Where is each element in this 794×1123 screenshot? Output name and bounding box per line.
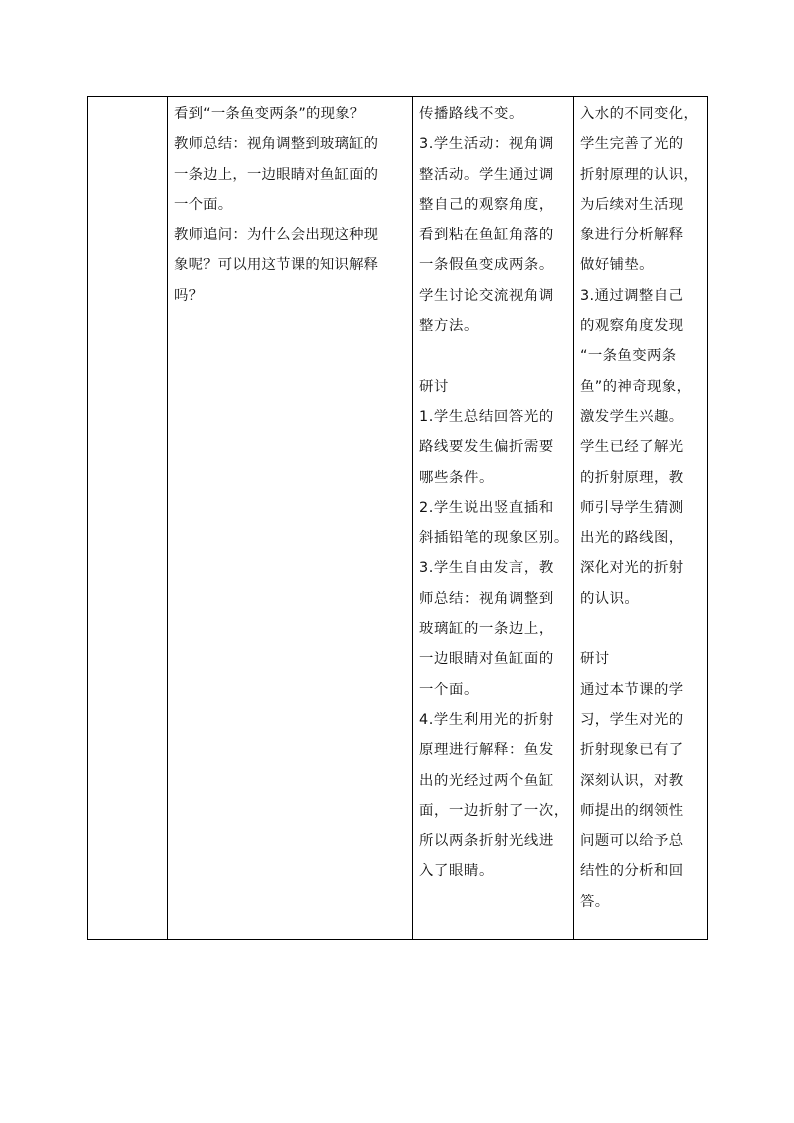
- text-line: 3.学生活动：视角调: [419, 136, 554, 153]
- text-line: 1.学生总结回答光的: [419, 408, 554, 425]
- text-line: 出的光经过两个鱼缸: [419, 772, 554, 789]
- text-line: 一个面。: [419, 681, 479, 698]
- text-line: 学生完善了光的: [580, 136, 684, 153]
- text-line: 一条假鱼变成两条。: [419, 257, 554, 274]
- text-line: 教师追问：为什么会出现这种现: [174, 227, 379, 244]
- text-line: 的折射原理，教: [580, 469, 684, 486]
- text-line: 玻璃缸的一条边上，: [419, 621, 554, 638]
- text-line: 为后续对生活现: [580, 196, 684, 213]
- text-line: 入了眼睛。: [419, 863, 494, 880]
- text-line: 做好铺垫。: [580, 257, 654, 274]
- text-line: 2.学生说出竖直插和: [419, 499, 554, 516]
- text-line: [580, 614, 704, 644]
- text-line: 师提出的纲领性: [580, 802, 684, 819]
- text-line: 入水的不同变化，: [580, 106, 699, 122]
- text-line: 的观察角度发现: [580, 318, 684, 335]
- text-line: “一条鱼变两条: [580, 348, 677, 365]
- text-line: 原理进行解释：鱼发: [419, 742, 554, 759]
- text-line: 研讨: [419, 378, 449, 395]
- text-line: 学生已经了解光: [580, 439, 684, 456]
- design-intent-text: [574, 97, 707, 917]
- text-line: 习，学生对光的: [580, 711, 684, 728]
- text-line: 3.学生自由发言，教: [419, 560, 554, 577]
- text-line: 师引导学生猜测: [580, 499, 684, 516]
- text-line: 结性的分析和回: [580, 863, 684, 880]
- design-intent-cell: [574, 97, 708, 940]
- text-line: 鱼”的神奇现象，: [580, 378, 692, 395]
- text-line: 深化对光的折射: [580, 560, 684, 577]
- text-line: 教师总结：视角调整到玻璃缸的: [174, 136, 379, 153]
- lesson-plan-table: [87, 96, 708, 940]
- text-line: 一边眼睛对鱼缸面的: [419, 651, 554, 668]
- text-line: 折射原理的认识，: [580, 166, 699, 183]
- text-line: 路线要发生偏折需要: [419, 439, 554, 456]
- text-line: 哪些条件。: [419, 469, 494, 486]
- text-line: 整方法。: [419, 318, 479, 335]
- text-line: 师总结：视角调整到: [419, 590, 554, 607]
- text-line: 吗？: [174, 287, 204, 304]
- stage-cell-text: [88, 97, 167, 99]
- text-line: 整自己的观察角度，: [419, 196, 554, 213]
- text-line: 象进行分析解释: [580, 227, 684, 244]
- text-line: 面，一边折射了一次，: [419, 802, 569, 819]
- stage-cell: [88, 97, 168, 940]
- text-line: 整活动。学生通过调: [419, 166, 554, 183]
- text-line: 问题可以给予总: [580, 833, 684, 850]
- text-line: 传播路线不变。: [419, 106, 524, 122]
- teacher-activity-text: [168, 97, 412, 311]
- text-line: 答。: [580, 893, 610, 910]
- text-line: 4.学生利用光的折射: [419, 711, 554, 728]
- student-activity-cell: [413, 97, 574, 940]
- text-line: 3.通过调整自己: [580, 287, 684, 304]
- text-line: [419, 341, 570, 371]
- teacher-activity-cell: [168, 97, 413, 940]
- text-line: 看到粘在鱼缸角落的: [419, 227, 554, 244]
- text-line: 一条边上，一边眼睛对鱼缸面的: [174, 166, 379, 183]
- text-line: 所以两条折射光线进: [419, 833, 554, 850]
- student-activity-text: [413, 97, 573, 887]
- text-line: 象呢？可以用这节课的知识解释: [174, 257, 379, 274]
- text-line: 深刻认识，对教: [580, 772, 684, 789]
- text-line: 折射现象已有了: [580, 742, 684, 759]
- text-line: 激发学生兴趣。: [580, 408, 684, 425]
- text-line: 斜插铅笔的现象区别。: [419, 530, 569, 547]
- text-line: 通过本节课的学: [580, 681, 684, 698]
- text-line: 学生讨论交流视角调: [419, 287, 554, 304]
- table-row: [88, 97, 708, 940]
- text-line: 的认识。: [580, 590, 640, 607]
- text-line: 一个面。: [174, 196, 233, 213]
- text-line: 研讨: [580, 651, 610, 668]
- text-line: 看到“一条鱼变两条”的现象？: [174, 106, 365, 122]
- text-line: 出光的路线图，: [580, 530, 684, 547]
